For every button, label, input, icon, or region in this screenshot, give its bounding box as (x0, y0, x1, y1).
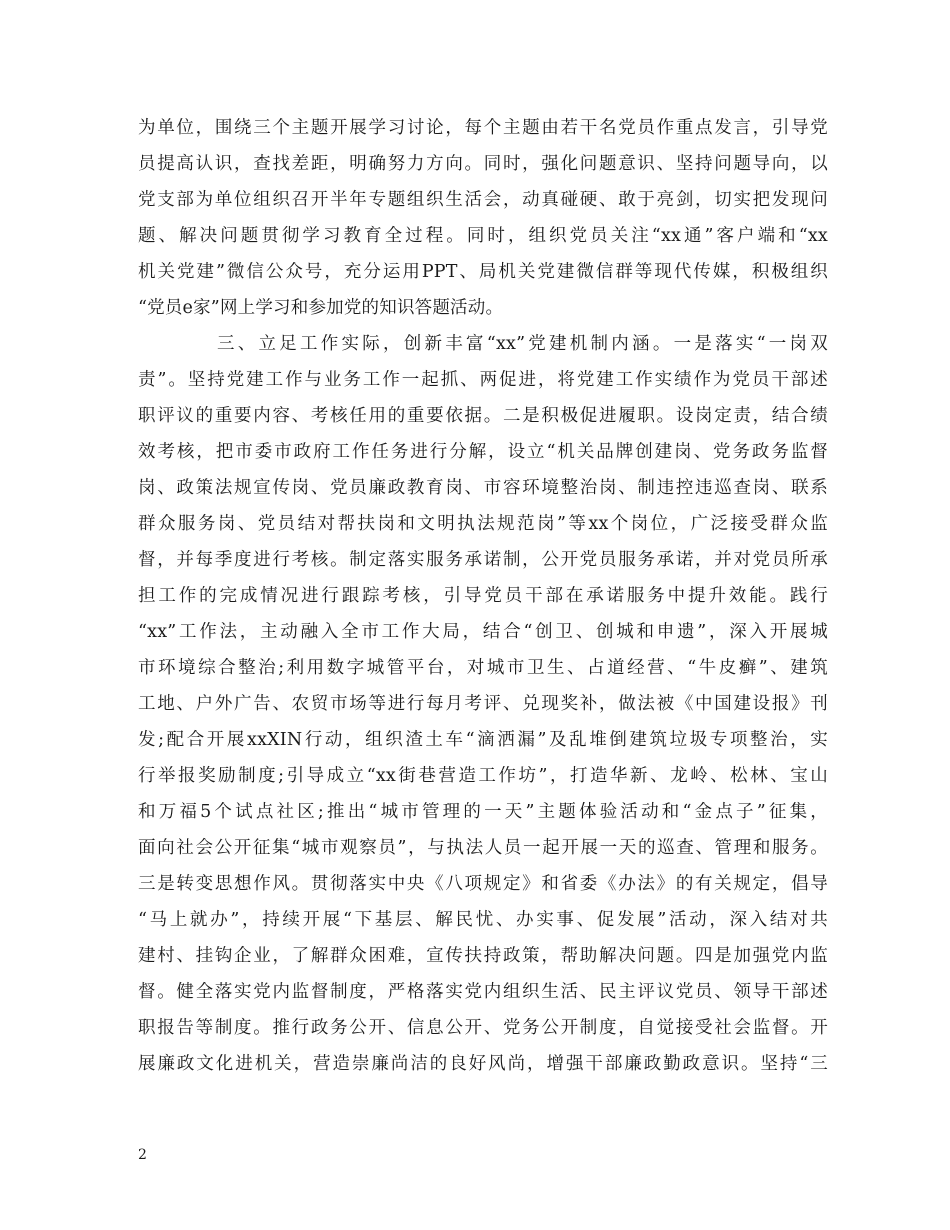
text-line: 三是转变思想作风。贯彻落实中央《八项规定》和省委《办法》的有关规定，倡导 (138, 874, 828, 894)
text-line: 担工作的完成情况进行跟踪考核，引导党员干部在承诺服务中提升效能。践行 (138, 586, 828, 606)
text-line: 职报告等制度。推行政务公开、信息公开、党务公开制度，自觉接受社会监督。开 (138, 1018, 828, 1038)
text-line: 题、解决问题贯彻学习教育全过程。同时，组织党员关注“xx通”客户端和“xx (138, 226, 828, 246)
text-line: 效考核，把市委市政府工作任务进行分解，设立“机关品牌创建岗、党务政务监督 (138, 442, 828, 462)
text-line: 督，并每季度进行考核。制定落实服务承诺制，公开党员服务承诺，并对党员所承 (138, 550, 828, 570)
text-line: 行举报奖励制度;引导成立“xx街巷营造工作坊”，打造华新、龙岭、松林、宝山 (138, 766, 828, 786)
text-line: 建村、挂钩企业，了解群众困难，宣传扶持政策，帮助解决问题。四是加强党内监 (138, 946, 828, 966)
paragraph-first-line: 三、立足工作实际，创新丰富“xx”党建机制内涵。一是落实“一岗双 (217, 334, 828, 354)
text-line: 群众服务岗、党员结对帮扶岗和文明执法规范岗”等xx个岗位，广泛接受群众监 (138, 514, 828, 534)
page-number: 2 (138, 1147, 147, 1163)
text-line: 职评议的重要内容、考核任用的重要依据。二是积极促进履职。设岗定责，结合绩 (138, 406, 828, 426)
text-line: “党员e家”网上学习和参加党的知识答题活动。 (138, 298, 504, 318)
text-line: 员提高认识，查找差距，明确努力方向。同时，强化问题意识、坚持问题导向，以 (138, 154, 828, 174)
text-line: 责”。坚持党建工作与业务工作一起抓、两促进，将党建工作实绩作为党员干部述 (138, 370, 828, 390)
text-line: 发;配合开展xxXIN行动，组织渣土车“滴洒漏”及乱堆倒建筑垃圾专项整治，实 (138, 730, 828, 750)
text-line: 工地、户外广告、农贸市场等进行每月考评、兑现奖补，做法被《中国建设报》刊 (138, 694, 828, 714)
text-line: 岗、政策法规宣传岗、党员廉政教育岗、市容环境整治岗、制违控违巡查岗、联系 (138, 478, 828, 498)
text-line: 为单位，围绕三个主题开展学习讨论，每个主题由若干名党员作重点发言，引导党 (138, 118, 828, 138)
text-line: “马上就办”，持续开展“下基层、解民忧、办实事、促发展”活动，深入结对共 (138, 910, 828, 930)
text-line: 展廉政文化进机关，营造崇廉尚洁的良好风尚，增强干部廉政勤政意识。坚持“三 (138, 1054, 828, 1074)
text-line: 党支部为单位组织召开半年专题组织生活会，动真碰硬、敢于亮剑，切实把发现问 (138, 190, 828, 210)
text-line: “xx”工作法，主动融入全市工作大局，结合“创卫、创城和申遗”，深入开展城 (138, 622, 828, 642)
text-line: 和万福5个试点社区;推出“城市管理的一天”主题体验活动和“金点子”征集， (138, 802, 828, 822)
text-line: 督。健全落实党内监督制度，严格落实党内组织生活、民主评议党员、领导干部述 (138, 982, 828, 1002)
text-line: 机关党建”微信公众号，充分运用PPT、局机关党建微信群等现代传媒，积极组织 (138, 262, 828, 282)
text-line: 面向社会公开征集“城市观察员”，与执法人员一起开展一天的巡查、管理和服务。 (138, 838, 828, 858)
text-line: 市环境综合整治;利用数字城管平台，对城市卫生、占道经营、“牛皮癣”、建筑 (138, 658, 828, 678)
